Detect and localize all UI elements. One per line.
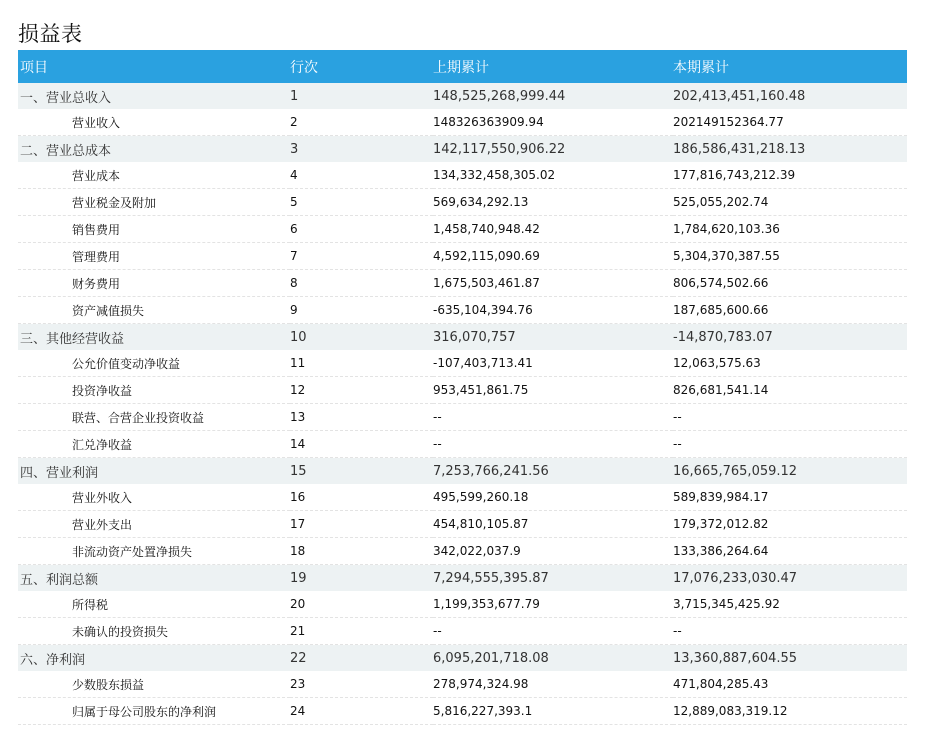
table-row-section — [18, 645, 907, 672]
row-item-name: 非流动资产处置净损失 — [18, 538, 290, 565]
row-item-name: 四、营业利润 — [18, 458, 290, 485]
row-line-number: 17 — [290, 511, 433, 538]
row-current-value: 179,372,012.82 — [673, 511, 907, 538]
table-row — [18, 538, 907, 565]
row-line-number: 24 — [290, 698, 433, 725]
row-line-number: 21 — [290, 618, 433, 645]
row-line-number: 15 — [290, 458, 433, 485]
header-previous-period: 上期累计 — [433, 59, 489, 76]
row-current-value: 1,784,620,103.36 — [673, 216, 907, 243]
table-row — [18, 189, 907, 216]
table-row — [18, 109, 907, 136]
row-line-number: 8 — [290, 270, 433, 297]
row-item-name: 五、利润总额 — [18, 565, 290, 592]
row-line-number: 20 — [290, 591, 433, 618]
table-row — [18, 511, 907, 538]
row-line-number: 16 — [290, 484, 433, 511]
table-row — [18, 270, 907, 297]
header-current-period: 本期累计 — [673, 59, 729, 76]
table-row-section — [18, 83, 907, 109]
header-row — [18, 50, 907, 83]
row-previous-value: 1,675,503,461.87 — [433, 270, 673, 297]
row-previous-value: 148326363909.94 — [433, 109, 673, 136]
table-row — [18, 350, 907, 377]
row-line-number: 14 — [290, 431, 433, 458]
table-row-section — [18, 458, 907, 485]
table-row — [18, 297, 907, 324]
table-row — [18, 404, 907, 431]
row-item-name: 一、营业总收入 — [18, 83, 290, 109]
row-item-name: 公允价值变动净收益 — [18, 350, 290, 377]
row-item-name: 资产减值损失 — [18, 297, 290, 324]
row-current-value: 133,386,264.64 — [673, 538, 907, 565]
row-current-value: 17,076,233,030.47 — [673, 565, 907, 592]
row-current-value: 826,681,541.14 — [673, 377, 907, 404]
table-row — [18, 698, 907, 725]
row-line-number: 23 — [290, 671, 433, 698]
row-line-number: 6 — [290, 216, 433, 243]
table-row — [18, 484, 907, 511]
row-item-name: 管理费用 — [18, 243, 290, 270]
row-item-name: 投资净收益 — [18, 377, 290, 404]
row-current-value: 3,715,345,425.92 — [673, 591, 907, 618]
row-current-value: 525,055,202.74 — [673, 189, 907, 216]
row-previous-value: 342,022,037.9 — [433, 538, 673, 565]
row-previous-value: 1,199,353,677.79 — [433, 591, 673, 618]
row-current-value: 177,816,743,212.39 — [673, 162, 907, 189]
row-current-value: 12,063,575.63 — [673, 350, 907, 377]
row-line-number: 1 — [290, 83, 433, 109]
row-line-number: 9 — [290, 297, 433, 324]
row-line-number: 11 — [290, 350, 433, 377]
table-row — [18, 162, 907, 189]
row-previous-value: -- — [433, 618, 673, 645]
row-line-number: 18 — [290, 538, 433, 565]
row-previous-value: 278,974,324.98 — [433, 671, 673, 698]
row-previous-value: -635,104,394.76 — [433, 297, 673, 324]
row-current-value: 471,804,285.43 — [673, 671, 907, 698]
row-current-value: 589,839,984.17 — [673, 484, 907, 511]
row-line-number: 22 — [290, 645, 433, 672]
table-row — [18, 216, 907, 243]
row-item-name: 少数股东损益 — [18, 671, 290, 698]
row-current-value: -- — [673, 404, 907, 431]
row-previous-value: -- — [433, 404, 673, 431]
row-item-name: 营业成本 — [18, 162, 290, 189]
row-line-number: 4 — [290, 162, 433, 189]
row-previous-value: 454,810,105.87 — [433, 511, 673, 538]
row-item-name: 未确认的投资损失 — [18, 618, 290, 645]
row-item-name: 销售费用 — [18, 216, 290, 243]
row-line-number: 7 — [290, 243, 433, 270]
row-current-value: 12,889,083,319.12 — [673, 698, 907, 725]
row-current-value: 13,360,887,604.55 — [673, 645, 907, 672]
row-current-value: 202149152364.77 — [673, 109, 907, 136]
row-previous-value: 7,294,555,395.87 — [433, 565, 673, 592]
row-line-number: 2 — [290, 109, 433, 136]
row-item-name: 二、营业总成本 — [18, 136, 290, 163]
table-row-section — [18, 136, 907, 163]
row-current-value: 806,574,502.66 — [673, 270, 907, 297]
row-previous-value: 6,095,201,718.08 — [433, 645, 673, 672]
table-row — [18, 243, 907, 270]
header-item: 项目 — [20, 59, 48, 76]
row-current-value: 5,304,370,387.55 — [673, 243, 907, 270]
table-row-section — [18, 324, 907, 351]
row-item-name: 归属于母公司股东的净利润 — [18, 698, 290, 725]
row-item-name: 所得税 — [18, 591, 290, 618]
page-title: 损益表 — [18, 22, 83, 46]
income-statement-table — [18, 50, 907, 725]
row-current-value: 202,413,451,160.48 — [673, 83, 907, 109]
table-header — [18, 50, 907, 83]
table-row — [18, 591, 907, 618]
row-previous-value: 316,070,757 — [433, 324, 673, 351]
row-previous-value: 495,599,260.18 — [433, 484, 673, 511]
row-current-value: 186,586,431,218.13 — [673, 136, 907, 163]
row-item-name: 营业外收入 — [18, 484, 290, 511]
row-item-name: 营业收入 — [18, 109, 290, 136]
row-item-name: 联营、合营企业投资收益 — [18, 404, 290, 431]
row-previous-value: 569,634,292.13 — [433, 189, 673, 216]
row-previous-value: -107,403,713.41 — [433, 350, 673, 377]
row-previous-value: 4,592,115,090.69 — [433, 243, 673, 270]
row-current-value: 187,685,600.66 — [673, 297, 907, 324]
table-row — [18, 618, 907, 645]
header-line-number: 行次 — [290, 59, 318, 76]
row-previous-value: 142,117,550,906.22 — [433, 136, 673, 163]
row-item-name: 六、净利润 — [18, 645, 290, 672]
row-line-number: 12 — [290, 377, 433, 404]
row-line-number: 13 — [290, 404, 433, 431]
table-body — [18, 83, 907, 725]
row-previous-value: 953,451,861.75 — [433, 377, 673, 404]
row-current-value: 16,665,765,059.12 — [673, 458, 907, 485]
row-item-name: 营业外支出 — [18, 511, 290, 538]
row-previous-value: 5,816,227,393.1 — [433, 698, 673, 725]
row-item-name: 汇兑净收益 — [18, 431, 290, 458]
row-previous-value: 1,458,740,948.42 — [433, 216, 673, 243]
row-previous-value: -- — [433, 431, 673, 458]
row-line-number: 10 — [290, 324, 433, 351]
table-row — [18, 431, 907, 458]
row-item-name: 营业税金及附加 — [18, 189, 290, 216]
row-line-number: 3 — [290, 136, 433, 163]
row-previous-value: 134,332,458,305.02 — [433, 162, 673, 189]
row-line-number: 5 — [290, 189, 433, 216]
table-row — [18, 377, 907, 404]
row-line-number: 19 — [290, 565, 433, 592]
table-row-section — [18, 565, 907, 592]
row-current-value: -14,870,783.07 — [673, 324, 907, 351]
row-current-value: -- — [673, 618, 907, 645]
table-row — [18, 671, 907, 698]
row-current-value: -- — [673, 431, 907, 458]
row-previous-value: 148,525,268,999.44 — [433, 83, 673, 109]
row-previous-value: 7,253,766,241.56 — [433, 458, 673, 485]
row-item-name: 三、其他经营收益 — [18, 324, 290, 351]
row-item-name: 财务费用 — [18, 270, 290, 297]
